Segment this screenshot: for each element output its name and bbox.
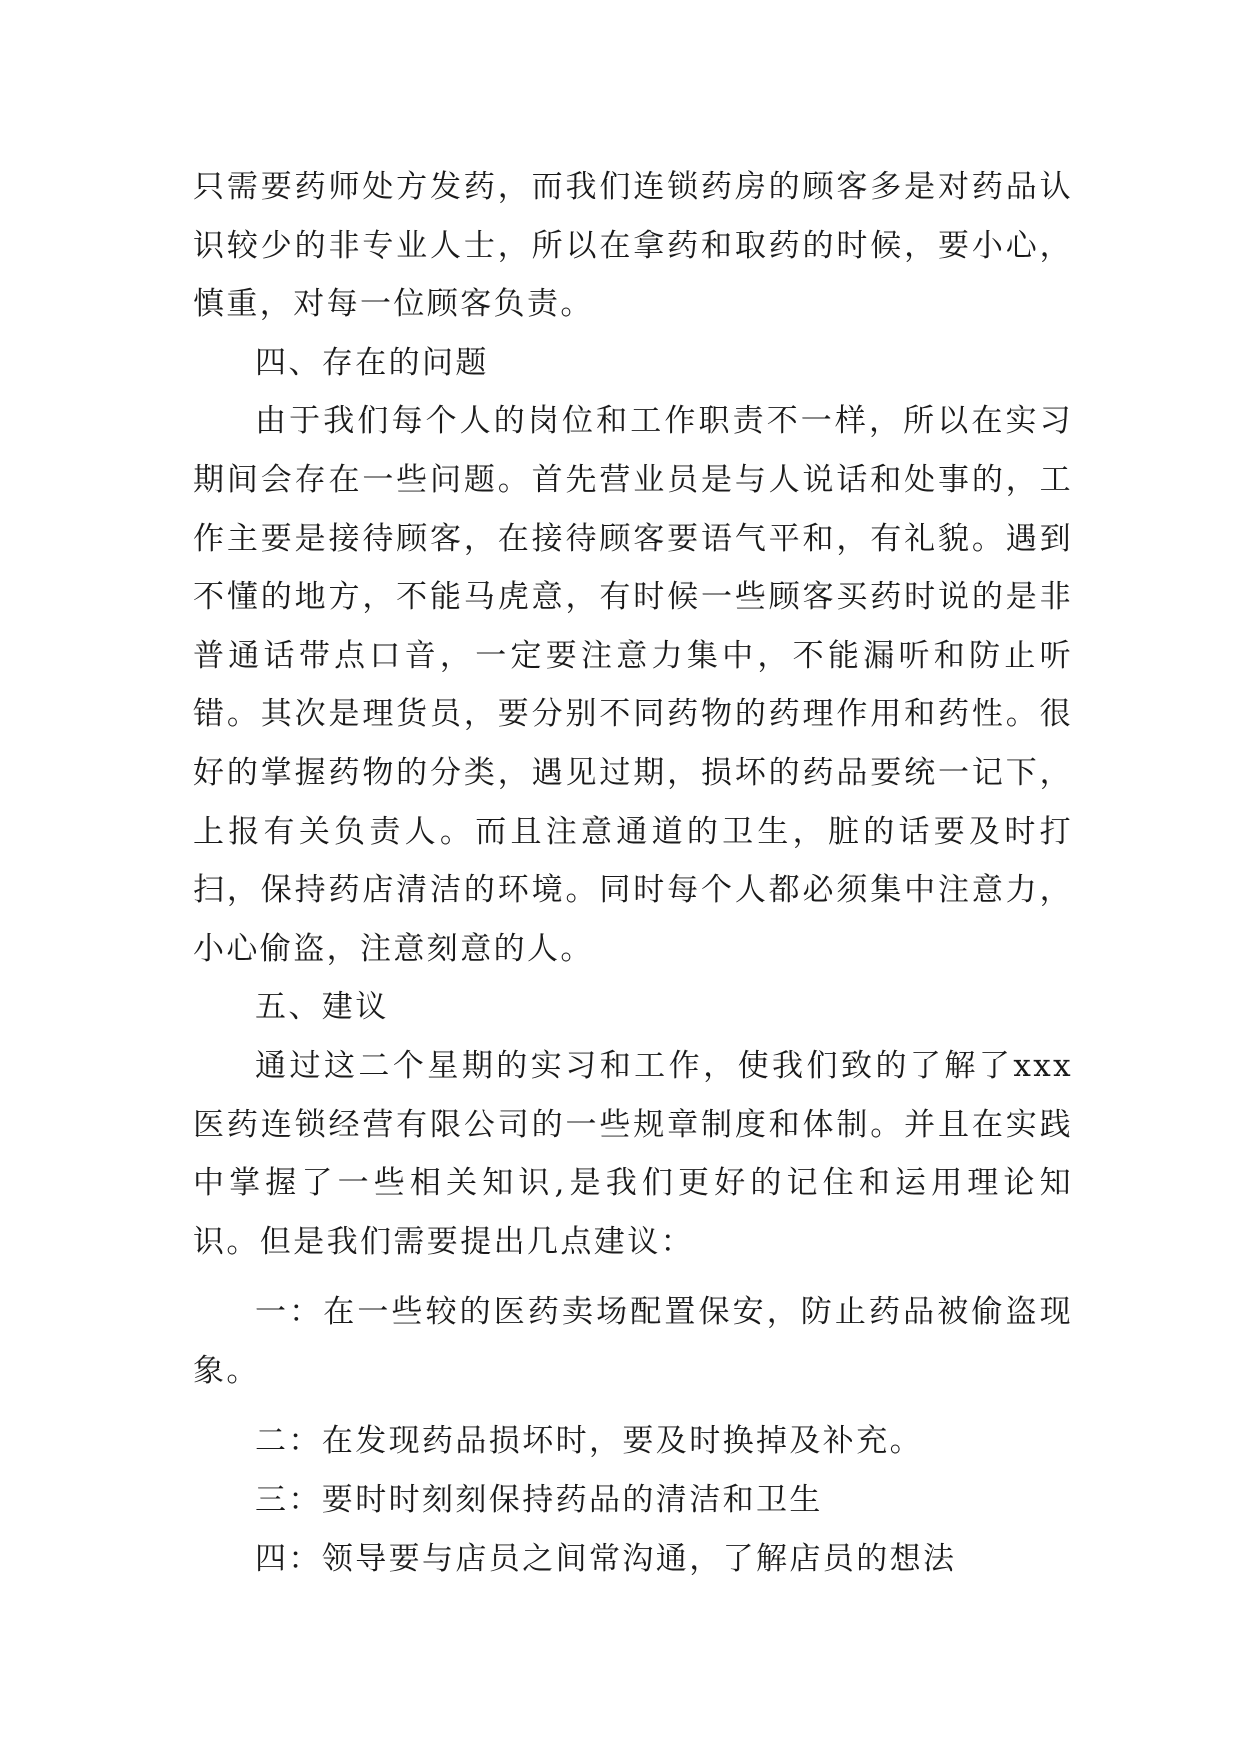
suggestion-item-2: 二：在发现药品损坏时，要及时换掉及补充。 <box>255 1423 923 1460</box>
suggestion-item-1: 一：在一些较的医药卖场配置保安，防止药品被偷盗现象。 <box>193 1294 1073 1389</box>
document-body <box>193 158 1073 1588</box>
suggestion-item-4: 四：领导要与店员之间常沟通，了解店员的想法 <box>255 1540 957 1577</box>
paragraph-continuation: 只需要药师处方发药，而我们连锁药房的顾客多是对药品认识较少的非专业人士，所以在拿药和取药的时候，要小心，慎重，对每一位顾客负责。 <box>193 169 1073 323</box>
section-heading-problems: 四、存在的问题 <box>255 344 489 381</box>
paragraph-suggestions-intro: 通过这二个星期的实习和工作，使我们致的了解了xxx医药连锁经营有限公司的一些规章制度和体制。并且在实践中掌握了一些相关知识,是我们更好的记住和运用理论知识。但是我们需要提出几点建议： <box>193 1047 1073 1260</box>
suggestion-item-3: 三：要时时刻刻保持药品的清洁和卫生 <box>255 1482 823 1519</box>
section-heading-suggestions: 五、建议 <box>255 989 389 1026</box>
paragraph-problems: 由于我们每个人的岗位和工作职责不一样，所以在实习期间会存在一些问题。首先营业员是与人说话和处事的，工作主要是接待顾客，在接待顾客要语气平和，有礼貌。遇到不懂的地方，不能马虎意，有时候一些顾客买药时说的是非普通话带点口音，一定要注意力集中，不能漏听和防止听错。其次是理货员，要分别不同药物的药理作用和药性。很好的掌握药物的分类，遇见过期，损坏的药品要统一记下，上报有关负责人。而且注意通道的卫生，脏的话要及时打扫，保持药店清洁的环境。同时每个人都必须集中注意力，小心偷盗，注意刻意的人。 <box>193 403 1073 967</box>
